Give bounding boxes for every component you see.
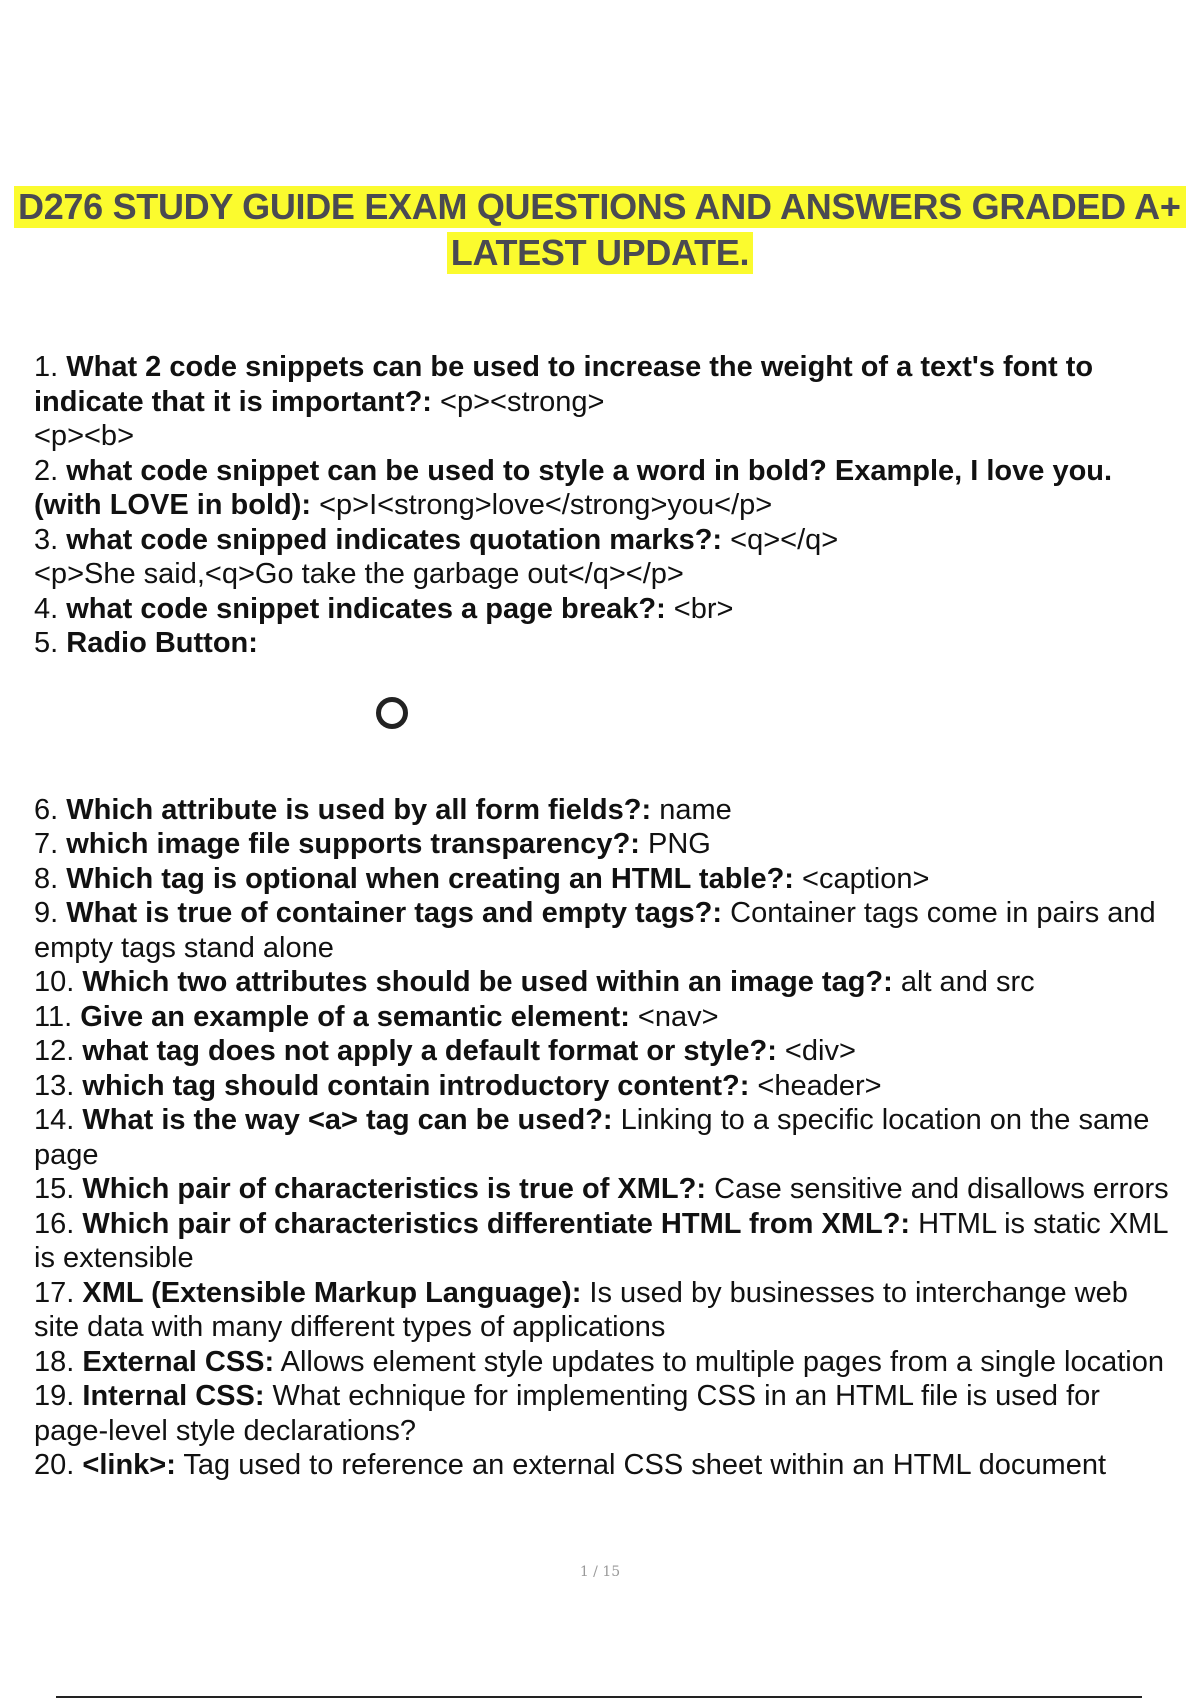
- qa-item-2: [34, 454, 1174, 523]
- item-number: 6.: [34, 793, 59, 826]
- item-number: 7.: [34, 828, 59, 860]
- item-number: 17.: [34, 1276, 75, 1309]
- answer-text: <p>I<strong>love</strong>you</p>: [311, 489, 773, 521]
- item-number: 10.: [34, 966, 75, 998]
- question-text: what tag does not apply a default format or style?:: [82, 1035, 777, 1067]
- answer-text: <q></q>: [722, 523, 839, 556]
- answer-text: alt and src: [892, 966, 1035, 998]
- answer-text-extra: <p>She said,<q>Go take the garbage out</q></p>: [34, 558, 684, 590]
- answer-text: Tag used to reference an external CSS sheet within an HTML document: [175, 1449, 1107, 1481]
- qa-item-1: [34, 350, 1174, 454]
- answer-text: What echnique for implementing CSS in an HTML file is used for page-level style declarations?: [34, 1380, 1100, 1447]
- answer-text: Is used by businesses to interchange web site data with many different types of applications: [34, 1276, 1128, 1343]
- question-text: XML (Extensible Markup Language):: [82, 1276, 582, 1309]
- title-line-1: D276 STUDY GUIDE EXAM QUESTIONS AND ANSWERS GRADED A+: [14, 186, 1186, 228]
- qa-item-14: [34, 1103, 1174, 1172]
- qa-item-15: [34, 1172, 1174, 1207]
- question-text: Which pair of characteristics differentiate HTML from XML?:: [82, 1207, 911, 1240]
- item-number: 3.: [34, 523, 59, 556]
- item-number: 19.: [34, 1380, 75, 1412]
- answer-text: Linking to a specific location on the same page: [34, 1104, 1150, 1171]
- question-text: Radio Button:: [66, 627, 258, 659]
- qa-item-18: [34, 1345, 1174, 1380]
- question-text: what code snippet can be used to style a word in bold? Example, I love you. (with LOVE in bold):: [34, 454, 1113, 521]
- item-number: 11.: [34, 1000, 73, 1033]
- document-title: [0, 186, 1200, 274]
- item-number: 18.: [34, 1345, 75, 1378]
- qa-item-12: [34, 1034, 1174, 1069]
- item-number: 13.: [34, 1069, 75, 1102]
- page-number: 1 / 15: [579, 1564, 621, 1580]
- item-number: 5.: [34, 627, 59, 659]
- qa-item-20: [34, 1448, 1174, 1483]
- radio-button-example: [34, 661, 1174, 793]
- qa-item-19: [34, 1379, 1174, 1448]
- bottom-divider: [56, 1696, 1142, 1698]
- answer-text: <p><strong>: [431, 385, 605, 418]
- radio-button-icon: [376, 697, 408, 729]
- answer-text-extra: <p><b>: [34, 420, 134, 452]
- question-text: External CSS:: [82, 1345, 275, 1378]
- qa-item-6: [34, 793, 1174, 828]
- question-text: Give an example of a semantic element:: [80, 1000, 630, 1033]
- question-text: What is the way <a> tag can be used?:: [82, 1104, 613, 1136]
- item-number: 15.: [34, 1173, 75, 1205]
- qa-item-16: [34, 1207, 1174, 1276]
- item-number: 8.: [34, 862, 59, 895]
- question-text: Which attribute is used by all form fields?:: [66, 793, 652, 826]
- answer-text: Allows element style updates to multiple pages from a single location: [274, 1345, 1164, 1378]
- answer-text: Case sensitive and disallows errors: [706, 1173, 1169, 1205]
- question-text: what code snippet indicates a page break?:: [66, 592, 666, 625]
- qa-item-13: [34, 1069, 1174, 1104]
- item-number: 20.: [34, 1449, 75, 1481]
- question-text: <link>:: [82, 1449, 176, 1481]
- item-number: 12.: [34, 1035, 75, 1067]
- qa-item-7: [34, 827, 1174, 862]
- answer-text: <div>: [776, 1035, 856, 1067]
- question-text: Which pair of characteristics is true of XML?:: [82, 1173, 707, 1205]
- answer-text: Container tags come in pairs and empty tags stand alone: [34, 897, 1156, 964]
- answer-text: name: [651, 793, 732, 826]
- question-text: What 2 code snippets can be used to increase the weight of a text's font to indicate that it is important?:: [34, 351, 1094, 418]
- qa-list: [34, 350, 1174, 1483]
- item-number: 14.: [34, 1104, 75, 1136]
- question-text: which tag should contain introductory content?:: [82, 1069, 750, 1102]
- item-number: 2.: [34, 454, 59, 487]
- answer-text: <caption>: [793, 862, 930, 895]
- answer-text: HTML is static XML is extensible: [34, 1207, 1168, 1274]
- qa-item-9: [34, 896, 1174, 965]
- item-number: 4.: [34, 592, 59, 625]
- qa-item-17: [34, 1276, 1174, 1345]
- answer-text: PNG: [639, 828, 711, 860]
- question-text: Which tag is optional when creating an HTML table?:: [66, 862, 794, 895]
- qa-item-10: [34, 965, 1174, 1000]
- qa-item-5: [34, 626, 1174, 661]
- title-line-2: LATEST UPDATE.: [447, 232, 753, 274]
- question-text: what code snipped indicates quotation marks?:: [66, 523, 723, 556]
- item-number: 9.: [34, 897, 59, 929]
- answer-text: <br>: [665, 592, 734, 625]
- question-text: which image file supports transparency?:: [66, 828, 640, 860]
- item-number: 16.: [34, 1207, 75, 1240]
- question-text: Which two attributes should be used within an image tag?:: [82, 966, 893, 998]
- qa-item-4: [34, 592, 1174, 627]
- qa-item-3: [34, 523, 1174, 592]
- qa-item-8: [34, 862, 1174, 897]
- answer-text: <header>: [749, 1069, 882, 1102]
- answer-text: <nav>: [629, 1000, 719, 1033]
- question-text: Internal CSS:: [82, 1380, 265, 1412]
- qa-item-11: [34, 1000, 1174, 1035]
- question-text: What is true of container tags and empty tags?:: [66, 897, 723, 929]
- item-number: 1.: [34, 351, 59, 383]
